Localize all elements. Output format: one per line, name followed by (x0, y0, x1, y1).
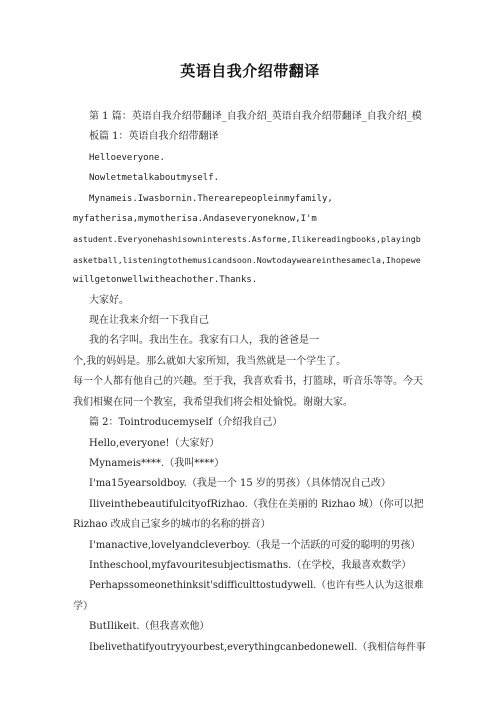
text-line: Ibelivethatifyoutryyourbest,everythingcanbedonewell.（我相信每件事 (89, 641, 426, 653)
document-body (73, 107, 429, 658)
text-line: willgetonwellwitheachother.Thanks. (73, 275, 258, 286)
text-line: Rizhao 改成自己家乡的城市的名称的拼音） (73, 519, 271, 531)
text-line: 第 1 篇：英语自我介绍带翻译_自我介绍_英语自我介绍带翻译_自我介绍_模 (89, 111, 422, 122)
text-line: Mynameis.Iwasbornin.Therearepeopleinmyfamily, (89, 193, 333, 204)
text-line: 现在让我来介绍一下我自己 (89, 315, 209, 327)
text-line: myfatherisa,mymotherisa.Andaseveryoneknow,I'm (73, 214, 317, 225)
text-line: 篇 2：Tointroducemyself（介绍我自己） (89, 417, 283, 429)
text-line: Intheschool,myfavouritesubjectismaths.（在学校，我最喜欢数学） (89, 559, 412, 571)
text-line: IliveinthebeautifulcityofRizhao.（我住在美丽的 Rizhao 城）（你可以把 (89, 498, 424, 510)
text-line: Mynameis****.（我叫****） (89, 457, 225, 469)
text-line: Helloeveryone. (89, 152, 165, 163)
text-line: astudent.Everyonehashisowninterests.Asforme,Ilikereadingbooks,playingb (73, 234, 421, 245)
text-line: 学） (73, 600, 93, 612)
text-line: Nowletmetalkaboutmyself. (89, 173, 220, 184)
text-line: 每一个人都有他自己的兴趣。至于我，我喜欢看书，打篮球，听音乐等等。今天 (73, 376, 423, 388)
document-title: 英语自我介绍带翻译 (180, 62, 320, 80)
text-line: ButIlikeit.（但我喜欢他） (89, 621, 210, 633)
text-line: I'manactive,lovelyandcleverboy.（我是一个活跃的可爱的聪明的男孩） (89, 539, 421, 551)
text-line: I'ma15yearsoldboy.（我是一个 15 岁的男孩）（具体情况自己改） (89, 478, 391, 490)
text-line: 大家好。 (89, 294, 129, 306)
text-line: 我的名字叫。我出生在。我家有口人，我的爸爸是一 (89, 335, 319, 347)
text-line: Hello,everyone!（大家好） (89, 437, 220, 449)
text-line: 个,我的妈妈是。那么就如大家所知，我当然就是一个学生了。 (73, 355, 347, 367)
text-line: 我们相聚在同一个教室，我希望我们将会相处愉悦。谢谢大家。 (73, 396, 353, 408)
text-line: asketball,listeningtothemusicandsoon.Nowtodayweareinthesamecla,Ihopewe (73, 254, 421, 265)
text-line: Perhapssomeonethinksit'sdifficulttostudywell.（也许有些人认为这很难 (89, 580, 424, 592)
text-line: 板篇 1：英语自我介绍带翻译 (89, 131, 219, 143)
